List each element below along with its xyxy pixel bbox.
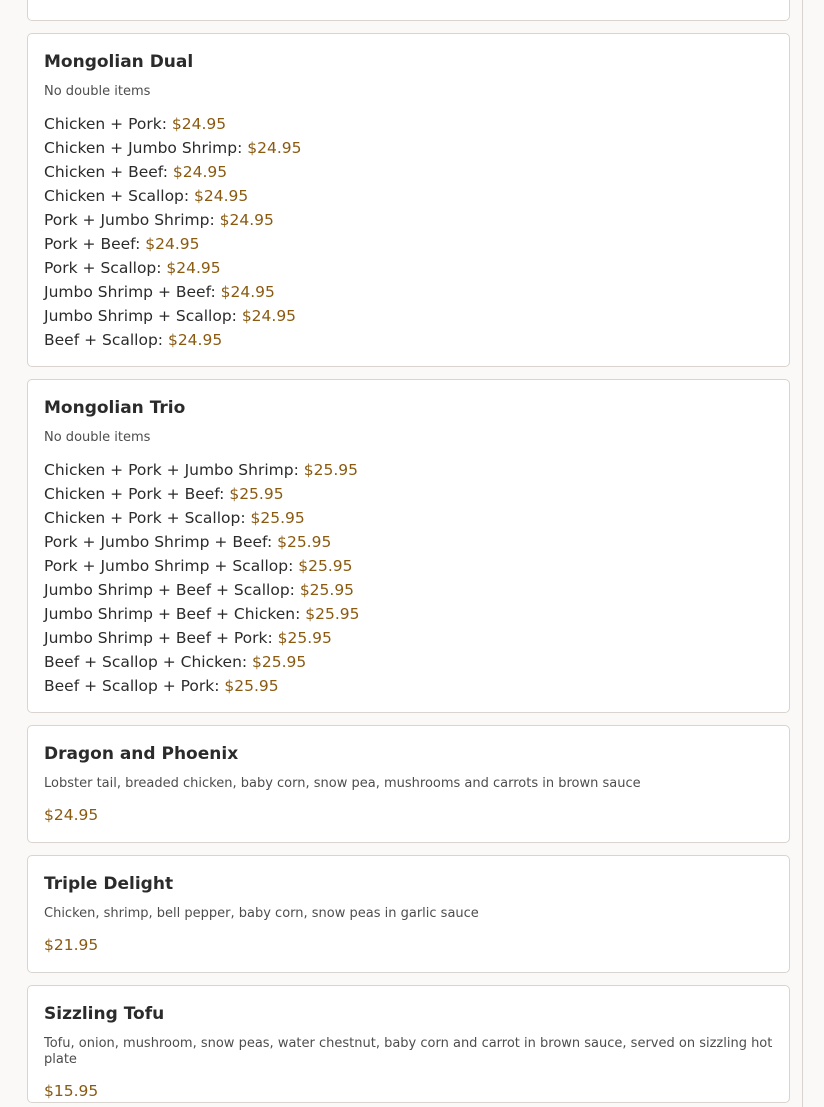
menu-item-title: Triple Delight xyxy=(44,874,174,894)
option-price: $24.95 xyxy=(220,283,275,301)
page-right-border xyxy=(802,0,803,1107)
option-row xyxy=(44,136,773,160)
option-price: $24.95 xyxy=(194,187,249,205)
option-row xyxy=(44,208,773,232)
option-row xyxy=(44,112,773,136)
menu-item-price: $21.95 xyxy=(44,936,99,954)
option-price: $25.95 xyxy=(277,629,332,647)
menu-item-description: Lobster tail, breaded chicken, baby corn, snow pea, mushrooms and carrots in brown sauce xyxy=(44,776,641,791)
option-row xyxy=(44,578,773,602)
option-price: $24.95 xyxy=(247,139,302,157)
option-price: $25.95 xyxy=(224,677,279,695)
option-row xyxy=(44,674,773,698)
option-label: Beef + Scallop + Chicken: xyxy=(44,653,253,671)
option-price: $24.95 xyxy=(241,307,297,325)
option-row xyxy=(44,160,773,184)
option-label: Chicken + Pork + Scallop: xyxy=(44,509,251,527)
option-row xyxy=(44,506,773,530)
option-label: Chicken + Pork + Beef: xyxy=(44,485,230,503)
option-label: Chicken + Pork + Jumbo Shrimp: xyxy=(44,461,304,479)
option-label: Beef + Scallop: xyxy=(44,331,168,349)
option-price: $25.95 xyxy=(305,605,360,623)
option-price: $25.95 xyxy=(252,653,307,671)
menu-item-dragon-and-phoenix[interactable] xyxy=(27,725,790,843)
option-label: Pork + Jumbo Shrimp: xyxy=(44,211,220,229)
option-price: $24.95 xyxy=(219,211,274,229)
previous-menu-item-card[interactable] xyxy=(27,0,790,21)
option-row xyxy=(44,602,773,626)
menu-item-title: Dragon and Phoenix xyxy=(44,744,239,764)
menu-item-description: Chicken, shrimp, bell pepper, baby corn, snow peas in garlic sauce xyxy=(44,906,479,921)
menu-item-title: Sizzling Tofu xyxy=(44,1004,165,1024)
menu-item-description: Tofu, onion, mushroom, snow peas, water chestnut, baby corn and carrot in brown sauce, served on sizzling hot plate xyxy=(44,1036,773,1067)
option-row xyxy=(44,626,773,650)
option-label: Pork + Beef: xyxy=(44,235,146,253)
option-label: Pork + Scallop: xyxy=(44,259,167,277)
option-label: Jumbo Shrimp + Beef + Chicken: xyxy=(44,605,306,623)
option-label: Chicken + Jumbo Shrimp: xyxy=(44,139,248,157)
option-list xyxy=(44,112,773,352)
option-row xyxy=(44,184,773,208)
option-price: $25.95 xyxy=(298,557,353,575)
option-price: $24.95 xyxy=(167,331,223,349)
menu-item-mongolian-dual[interactable] xyxy=(27,33,790,367)
option-price: $24.95 xyxy=(171,115,227,133)
option-label: Pork + Jumbo Shrimp + Scallop: xyxy=(44,557,299,575)
option-price: $25.95 xyxy=(303,461,358,479)
menu-item-price: $24.95 xyxy=(44,806,99,824)
option-price: $25.95 xyxy=(250,509,305,527)
option-price: $24.95 xyxy=(145,235,200,253)
option-row xyxy=(44,304,773,328)
option-row xyxy=(44,482,773,506)
option-row xyxy=(44,232,773,256)
option-row xyxy=(44,458,773,482)
option-row xyxy=(44,280,773,304)
option-label: Chicken + Scallop: xyxy=(44,187,195,205)
option-row xyxy=(44,650,773,674)
option-row xyxy=(44,554,773,578)
option-label: Jumbo Shrimp + Beef: xyxy=(44,283,221,301)
menu-item-note: No double items xyxy=(44,430,151,445)
menu-item-triple-delight[interactable] xyxy=(27,855,790,973)
option-list xyxy=(44,458,773,698)
menu-item-mongolian-trio[interactable] xyxy=(27,379,790,713)
option-price: $25.95 xyxy=(229,485,284,503)
option-label: Beef + Scallop + Pork: xyxy=(44,677,225,695)
option-row xyxy=(44,328,773,352)
menu-item-note: No double items xyxy=(44,84,151,99)
option-label: Jumbo Shrimp + Beef + Pork: xyxy=(44,629,278,647)
menu-item-sizzling-tofu[interactable] xyxy=(27,985,790,1103)
option-row xyxy=(44,256,773,280)
option-label: Jumbo Shrimp + Scallop: xyxy=(44,307,242,325)
option-label: Pork + Jumbo Shrimp + Beef: xyxy=(44,533,278,551)
menu-item-title: Mongolian Trio xyxy=(44,398,186,418)
option-price: $24.95 xyxy=(172,163,228,181)
option-label: Chicken + Pork: xyxy=(44,115,172,133)
option-label: Jumbo Shrimp + Beef + Scallop: xyxy=(44,581,300,599)
menu-item-price: $15.95 xyxy=(44,1082,99,1100)
option-price: $25.95 xyxy=(277,533,332,551)
menu-item-title: Mongolian Dual xyxy=(44,52,194,72)
option-label: Chicken + Beef: xyxy=(44,163,173,181)
option-row xyxy=(44,530,773,554)
option-price: $24.95 xyxy=(166,259,221,277)
option-price: $25.95 xyxy=(299,581,355,599)
